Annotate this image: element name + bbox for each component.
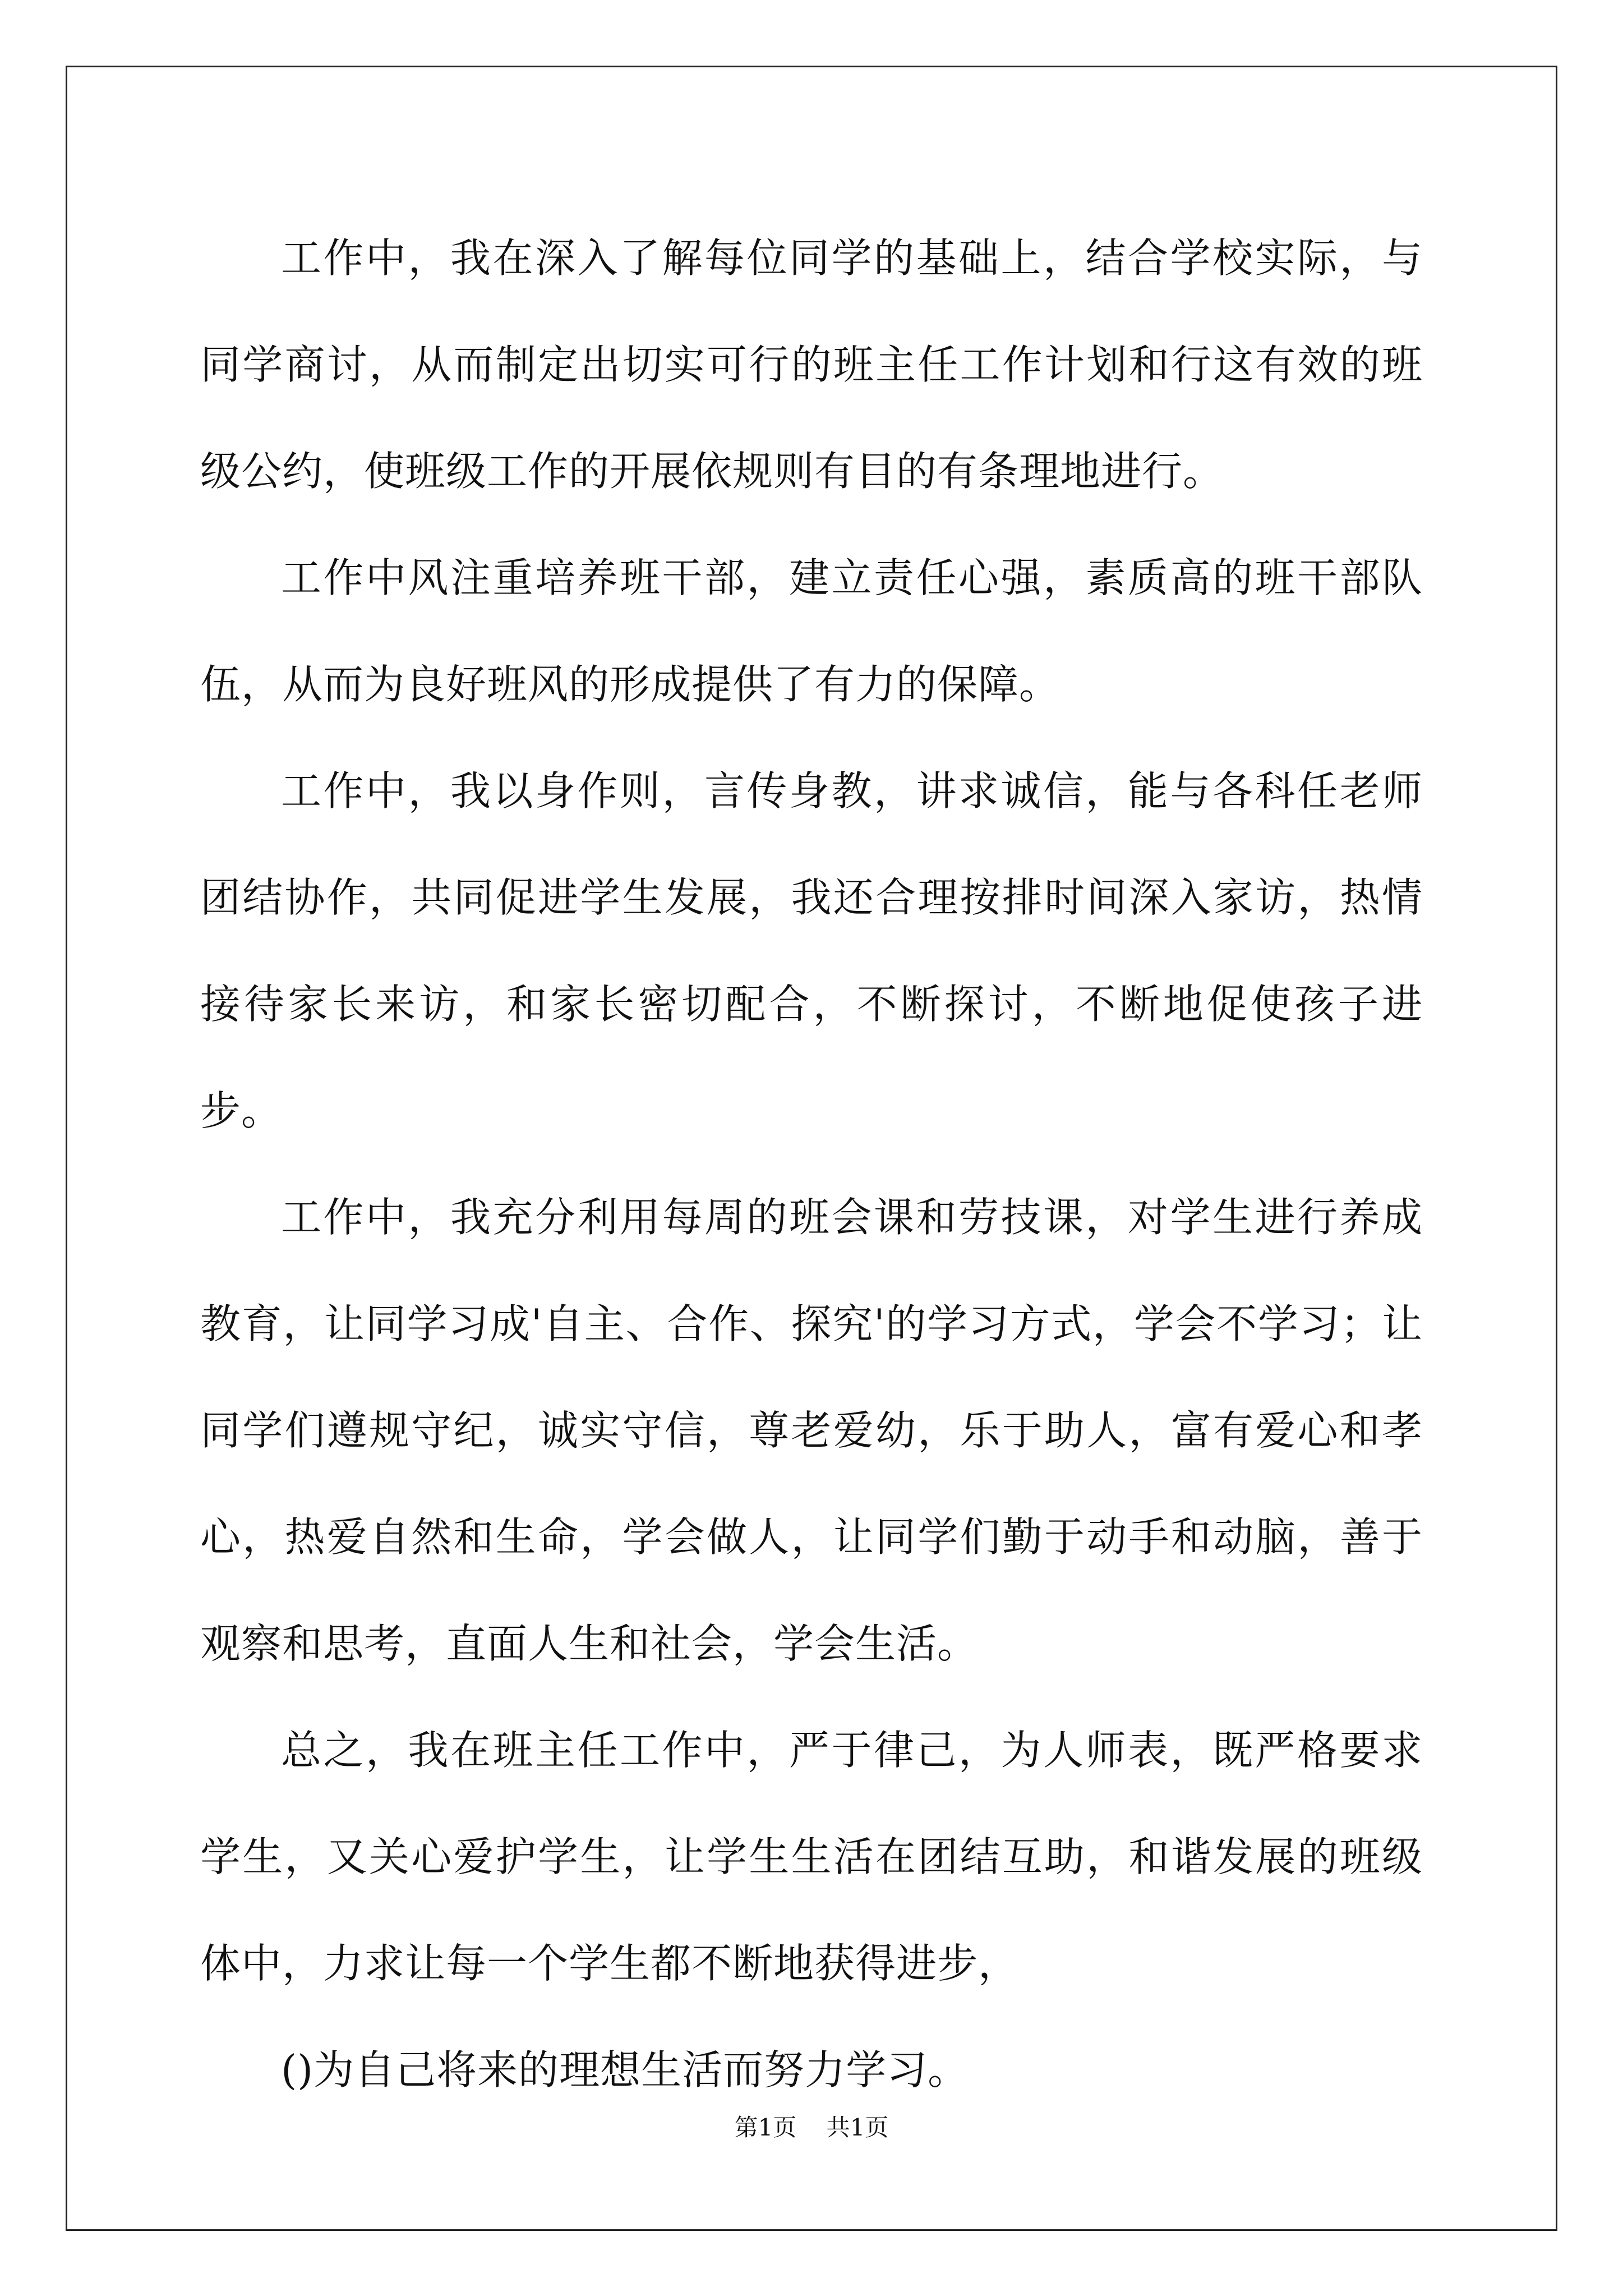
paragraph: 工作中，我在深入了解每位同学的基础上，结合学校实际，与同学商讨，从而制定出切实可行的班主任工作计划和行这有效的班级公约，使班级工作的开展依规则有目的有条理地进行。 xyxy=(200,234,1423,495)
paragraph: 工作中，我以身作则，言传身教，讲求诚信，能与各科任老师团结协作，共同促进学生发展，我还合理按排时间深入家访，热情接待家长来访，和家长密切配合，不断探讨，不断地促使孩子进步。 xyxy=(200,767,1423,1134)
page-number: 第1页 xyxy=(734,2114,797,2141)
page-footer xyxy=(0,2109,1623,2143)
paragraph: 工作中，我充分利用每周的班会课和劳技课，对学生进行养成教育，让同学习成'自主、合作、探究'的学习方式，学会不学习；让同学们遵规守纪，诚实守信，尊老爱幼，乐于助人，富有爱心和孝心，热爱自然和生命，学会做人，让同学们勤于动手和动脑，善于观察和思考，直面人生和社会，学会生活。 xyxy=(200,1194,1423,1667)
page-total: 共1页 xyxy=(826,2114,889,2141)
document-body xyxy=(200,205,1423,2123)
paragraph: 总之，我在班主任工作中，严于律己，为人师表，既严格要求学生，又关心爱护学生，让学生生活在团结互助，和谐发展的班级体中，力求让每一个学生都不断地获得进步， xyxy=(200,1727,1423,1987)
paragraph: 工作中风注重培养班干部，建立责任心强，素质高的班干部队伍，从而为良好班风的形成提供了有力的保障。 xyxy=(200,554,1423,708)
paragraph: ()为自己将来的理想生活而努力学习。 xyxy=(281,2046,969,2093)
